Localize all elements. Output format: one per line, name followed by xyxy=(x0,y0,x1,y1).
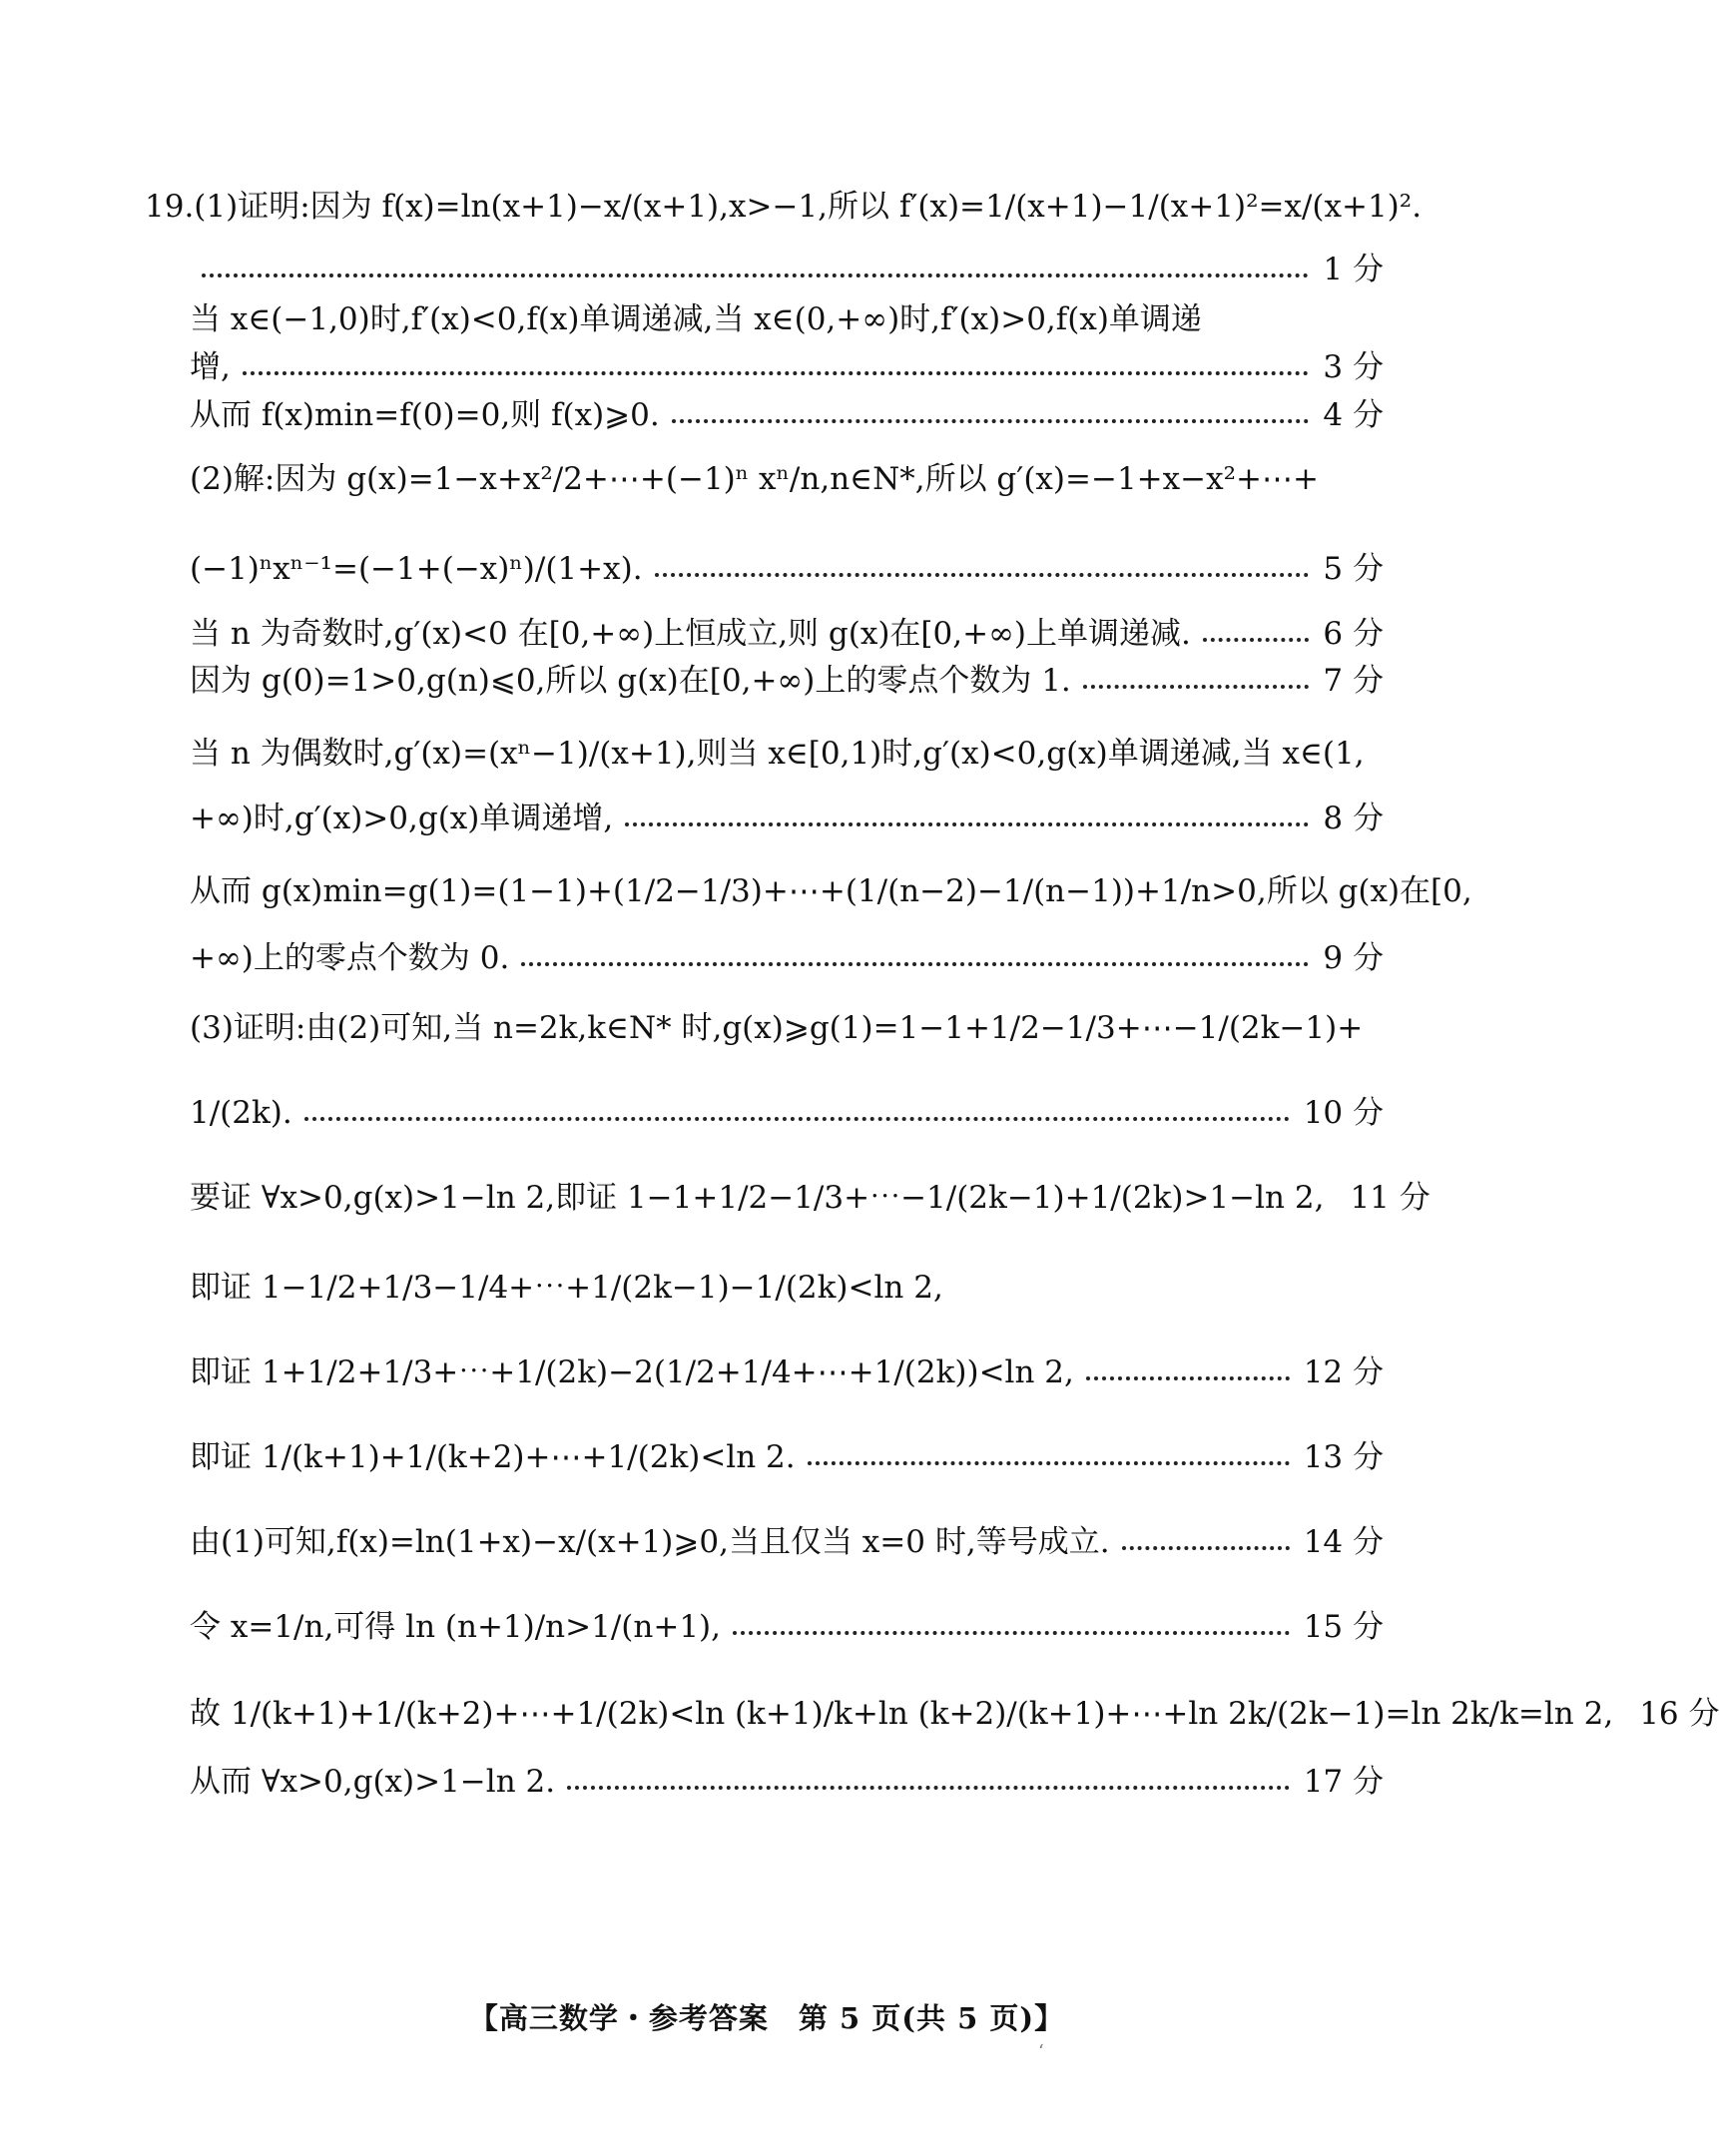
leader-dots xyxy=(521,962,1309,966)
leader-dots xyxy=(1122,1546,1290,1550)
solution-line xyxy=(190,1437,1384,1477)
score-label: 7 分 xyxy=(1323,663,1384,699)
score-label: 13 分 xyxy=(1303,1439,1384,1475)
line-text: +∞)时,g′(x)>0,g(x)单调递增, xyxy=(190,801,614,836)
line-text: (−1)ⁿxⁿ⁻¹=(−1+(−x)ⁿ)/(1+x). xyxy=(190,551,643,587)
score-label: 15 分 xyxy=(1303,1609,1384,1645)
line-text: (3)证明:由(2)可知,当 n=2k,k∈N* 时,g(x)⩾g(1)=1−1+1/2−1/3+⋯−1/(2k−1)+ xyxy=(190,1010,1364,1046)
page-footer: 【高三数学・参考答案 第 5 页(共 5 页)】 xyxy=(468,2001,1065,2035)
solution-line xyxy=(190,347,1384,387)
leader-dots xyxy=(304,1117,1290,1121)
solution-line xyxy=(145,187,1423,227)
scan-mark: ʻ xyxy=(1038,2041,1044,2062)
solution-line xyxy=(190,799,1384,838)
line-text: 从而 g(x)min=g(1)=(1−1)+(1/2−1/3)+⋯+(1/(n−2)−1/(n−1))+1/n>0,所以 g(x)在[0, xyxy=(190,873,1472,909)
score-label: 17 分 xyxy=(1303,1764,1384,1800)
line-text: 当 n 为奇数时,g′(x)<0 在[0,+∞)上恒成立,则 g(x)在[0,+∞)上单调递减. xyxy=(190,616,1191,652)
solution-line xyxy=(190,1607,1384,1647)
line-text: 即证 1+1/2+1/3+⋯+1/(2k)−2(1/2+1/4+⋯+1/(2k))<ln 2, xyxy=(190,1354,1074,1390)
leader-dots xyxy=(808,1461,1290,1465)
score-label: 8 分 xyxy=(1323,801,1384,836)
leader-dots xyxy=(243,371,1310,375)
line-text: 即证 1−1/2+1/3−1/4+⋯+1/(2k−1)−1/(2k)<ln 2, xyxy=(190,1270,943,1306)
score-label: 4 分 xyxy=(1323,397,1384,433)
solution-line xyxy=(190,938,1384,978)
leader-dots xyxy=(567,1786,1290,1790)
line-text: 故 1/(k+1)+1/(k+2)+⋯+1/(2k)<ln (k+1)/k+ln (k+2)/(k+1)+⋯+ln 2k/(2k−1)=ln 2k/k=ln 2, xyxy=(190,1696,1614,1732)
line-text: 增, xyxy=(190,349,231,385)
solution-line xyxy=(190,661,1384,701)
score-label: 12 分 xyxy=(1303,1354,1384,1390)
leader-dots xyxy=(1086,1376,1290,1380)
solution-line xyxy=(190,1352,1384,1392)
solution-line xyxy=(190,1694,1720,1734)
line-text: +∞)上的零点个数为 0. xyxy=(190,940,510,976)
line-text: 即证 1/(k+1)+1/(k+2)+⋯+1/(2k)<ln 2. xyxy=(190,1439,796,1475)
leader-dots xyxy=(202,273,1309,277)
score-label: 6 分 xyxy=(1323,616,1384,652)
solution-line xyxy=(190,1178,1431,1218)
solution-line xyxy=(190,250,1384,289)
line-text: 当 n 为偶数时,g′(x)=(xⁿ−1)/(x+1),则当 x∈[0,1)时,g′(x)<0,g(x)单调递减,当 x∈(1, xyxy=(190,736,1365,772)
solution-line xyxy=(190,459,1384,499)
score-label: 5 分 xyxy=(1323,551,1384,587)
leader-dots xyxy=(733,1631,1290,1635)
leader-dots xyxy=(655,573,1310,577)
leader-dots xyxy=(625,822,1309,826)
solution-line xyxy=(190,1093,1384,1133)
score-label: 10 分 xyxy=(1303,1095,1384,1131)
line-text: 19.(1)证明:因为 f(x)=ln(x+1)−x/(x+1),x>−1,所以 f′(x)=1/(x+1)−1/(x+1)²=x/(x+1)². xyxy=(145,189,1423,225)
leader-dots xyxy=(672,419,1310,423)
solution-line xyxy=(190,395,1384,435)
solution-line xyxy=(190,734,1384,774)
solution-line xyxy=(190,1522,1384,1562)
score-label: 1 分 xyxy=(1323,252,1384,287)
line-text: (2)解:因为 g(x)=1−x+x²/2+⋯+(−1)ⁿ xⁿ/n,n∈N*,所以 g′(x)=−1+x−x²+⋯+ xyxy=(190,461,1319,497)
solution-line xyxy=(190,1008,1384,1048)
solution-line xyxy=(190,549,1384,589)
solution-line xyxy=(190,871,1472,911)
solution-line xyxy=(190,1762,1384,1802)
line-text: 令 x=1/n,可得 ln (n+1)/n>1/(n+1), xyxy=(190,1609,721,1645)
line-text: 从而 ∀x>0,g(x)>1−ln 2. xyxy=(190,1764,556,1800)
solution-line xyxy=(190,299,1384,339)
score-label: 3 分 xyxy=(1323,349,1384,385)
score-label: 16 分 xyxy=(1639,1696,1720,1732)
line-text: 因为 g(0)=1>0,g(n)⩽0,所以 g(x)在[0,+∞)上的零点个数为 1. xyxy=(190,663,1071,699)
line-text: 要证 ∀x>0,g(x)>1−ln 2,即证 1−1+1/2−1/3+⋯−1/(2k−1)+1/(2k)>1−ln 2, xyxy=(190,1180,1325,1216)
line-text: 1/(2k). xyxy=(190,1095,292,1131)
leader-dots xyxy=(1203,638,1310,642)
leader-dots xyxy=(1083,685,1310,689)
line-text: 当 x∈(−1,0)时,f′(x)<0,f(x)单调递减,当 x∈(0,+∞)时,f′(x)>0,f(x)单调递 xyxy=(190,301,1202,337)
score-label: 11 分 xyxy=(1350,1180,1431,1216)
score-label: 9 分 xyxy=(1323,940,1384,976)
line-text: 从而 f(x)min=f(0)=0,则 f(x)⩾0. xyxy=(190,397,660,433)
line-text: 由(1)可知,f(x)=ln(1+x)−x/(x+1)⩾0,当且仅当 x=0 时,等号成立. xyxy=(190,1524,1110,1560)
score-label: 14 分 xyxy=(1303,1524,1384,1560)
solution-line xyxy=(190,614,1384,654)
solution-line xyxy=(190,1268,1384,1308)
